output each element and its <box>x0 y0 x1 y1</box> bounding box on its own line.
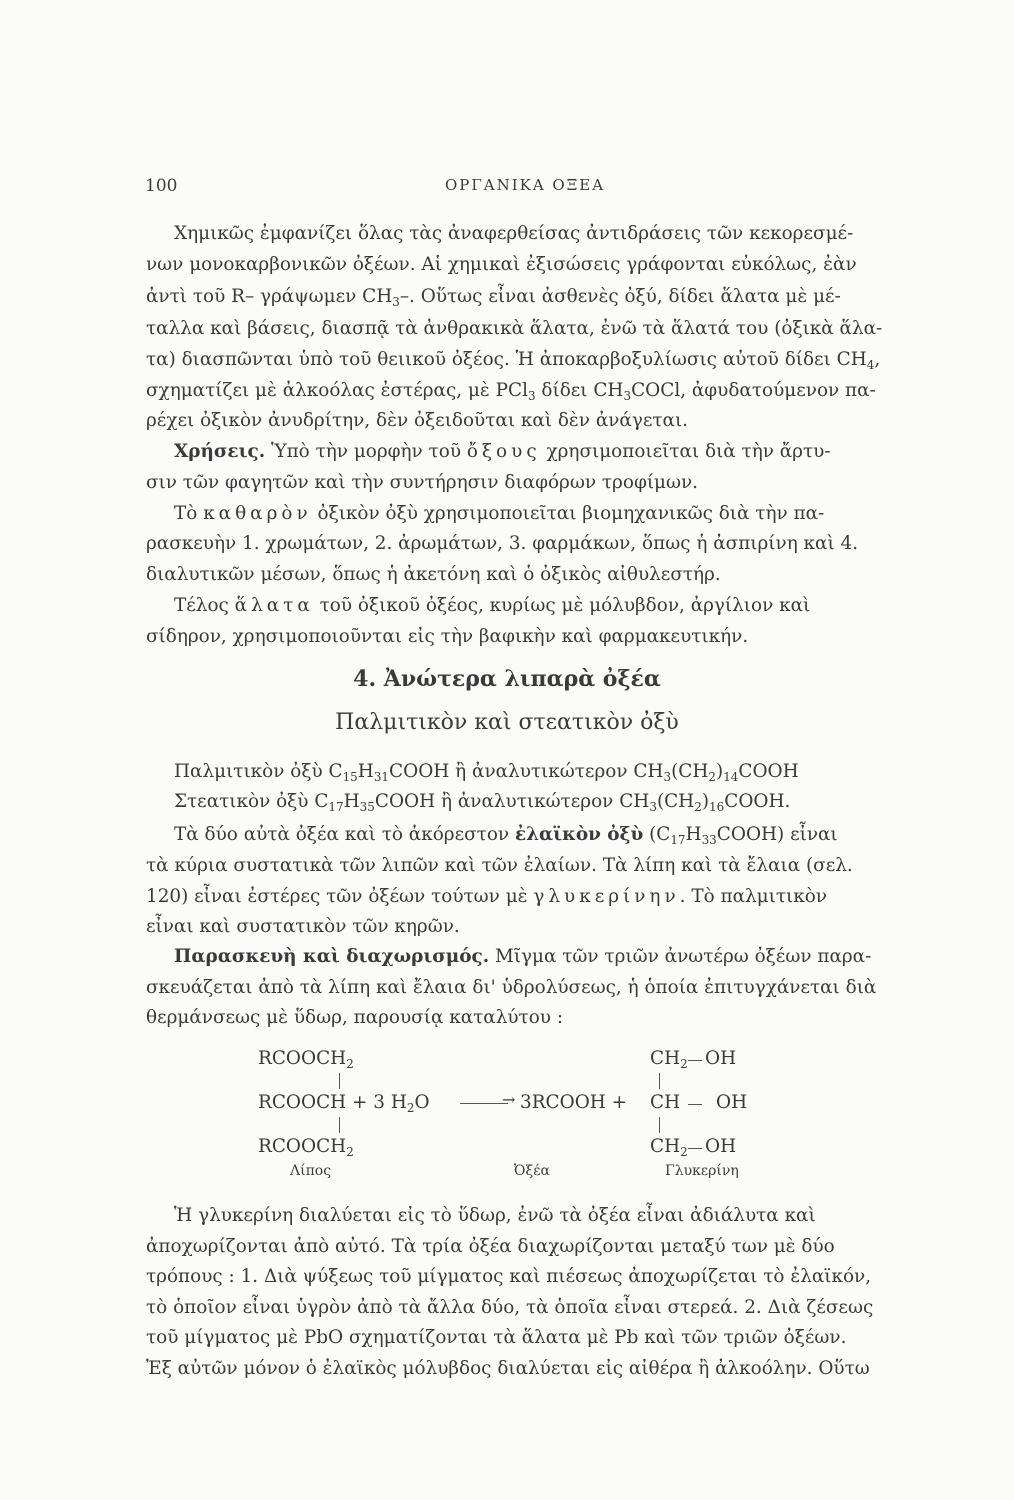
page-header <box>145 176 905 200</box>
text-line: ἀντὶ τοῦ R– γράψωμεν $CH_3-$. Οὕτως εἶναι ἀσθενὲς ὀξύ, δίδει ἅλατα μὲ μέ- <box>146 286 841 310</box>
text-line: τρόπους : 1. Διὰ ψύξεως τοῦ μίγματος καὶ πιέσεως ἀποχωρίζεται τὸ ἐλαϊκόν, <box>146 1266 872 1287</box>
text-line: Χρήσεις. Ὑπὸ τὴν μορφὴν τοῦ ὄξους χρησιμοποιεῖται διὰ τὴν ἄρτυ- <box>174 441 831 462</box>
text-line: Ἐξ αὐτῶν μόνον ὁ ἐλαϊκὸς μόλυβδος διαλύεται εἰς αἰθέρα ἢ ἀλκοόλην. Οὕτω <box>146 1358 870 1379</box>
reaction-arrow-shaft <box>460 1103 508 1104</box>
text-line: σίδηρον, χρησιμοποιοῦνται εἰς τὴν βαφικὴν καὶ φαρμακευτικήν. <box>146 626 749 647</box>
section-subtitle: Παλμιτικὸν καὶ στεατικὸν ὀξὺ <box>335 710 679 735</box>
bond-line <box>339 1117 340 1133</box>
text-line: Τὰ δύο αὐτὰ ὀξέα καὶ τὸ ἀκόρεστον ἐλαϊκὸν ὀξὺ $(C_{17}H_{33}COOH)$ εἶναι <box>174 824 838 848</box>
caption-fat: Λίπος <box>290 1163 332 1179</box>
text-line: θερμάνσεως μὲ ὕδωρ, παρουσίᾳ καταλύτου : <box>146 1007 564 1028</box>
text-line: νων μονοκαρβονικῶν ὀξέων. Αἱ χημικαὶ ἐξισώσεις γράφονται εὐκόλως, ἐὰν <box>146 254 857 275</box>
acids-product: 3RCOOH + <box>520 1092 628 1113</box>
paragraph-label: Παρασκευὴ καὶ διαχωρισμός. <box>174 946 490 967</box>
text-line: τὰ κύρια συστατικὰ τῶν λιπῶν καὶ τῶν ἐλαίων. Τὰ λίπη καὶ τὰ ἔλαια (σελ. <box>146 855 853 876</box>
fat-row-3: $RCOOCH_2$ <box>258 1136 354 1160</box>
bond-line <box>339 1073 340 1089</box>
bond-line <box>688 1060 702 1061</box>
bond-line <box>659 1073 660 1089</box>
formula-stearic: Στεατικὸν ὀξὺ $C_{17}H_{35}COOH$ ἢ ἀναλυτικώτερον $CH_3(CH_2)_{16}COOH$. <box>174 791 791 815</box>
glycerin-oh-1: OH <box>705 1048 737 1069</box>
page-number: 100 <box>145 176 178 196</box>
text-line: Τέλος ἅλατα τοῦ ὀξικοῦ ὀξέος, κυρίως μὲ μόλυβδον, ἀργίλιον καὶ <box>174 595 811 616</box>
glycerin-oh-2: OH <box>716 1092 748 1113</box>
text-line: ρασκευὴν 1. χρωμάτων, 2. ἀρωμάτων, 3. φαρμάκων, ὅπως ἡ ἀσπιρίνη καὶ 4. <box>146 533 859 554</box>
text-line: σιν τῶν φαγητῶν καὶ τὴν συντήρησιν διαφόρων τροφίμων. <box>146 472 699 493</box>
bond-line <box>688 1104 702 1105</box>
text-line: τα) διασπῶνται ὑπὸ τοῦ θειικοῦ ὀξέος. Ἡ ἀποκαρβοξυλίωσις αὐτοῦ δίδει $CH_4$, <box>146 349 881 373</box>
text-line: ἀποχωρίζονται ἀπὸ αὐτό. Τὰ τρία ὀξέα διαχωρίζονται μεταξύ των μὲ δύο <box>146 1236 835 1257</box>
text-line: 120) εἶναι ἐστέρες τῶν ὀξέων τούτων μὲ γλυκερίνην. Τὸ παλμιτικὸν <box>146 886 827 907</box>
text-line: διαλυτικῶν μέσων, ὅπως ἡ ἀκετόνη καὶ ὁ ὀξικὸς αἰθυλεστήρ. <box>146 564 721 585</box>
text-line: ρέχει ὀξικὸν ἀνυδρίτην, δὲν ὀξειδοῦται καὶ δὲν ἀνάγεται. <box>146 410 689 431</box>
text-line: Τὸ καθαρὸν ὀξικὸν ὀξὺ χρησιμοποιεῖται βιομηχανικῶς διὰ τὴν πα- <box>174 503 825 524</box>
glycerin-oh-3: OH <box>705 1136 737 1157</box>
text-line: τοῦ μίγματος μὲ PbO σχηματίζονται τὰ ἅλατα μὲ Pb καὶ τῶν τριῶν ὀξέων. <box>146 1327 847 1348</box>
reaction-arrow-head: → <box>502 1090 516 1109</box>
formula-palmitic: Παλμιτικὸν ὀξὺ $C_{15}H_{31}COOH$ ἢ ἀναλυτικώτερον $CH_3(CH_2)_{14}COOH$ <box>174 761 799 785</box>
text-line: Παρασκευὴ καὶ διαχωρισμός. Μῖγμα τῶν τριῶν ἀνωτέρω ὀξέων παρα- <box>174 946 872 967</box>
text-line: σχηματίζει μὲ ἀλκοόλας ἐστέρας, μὲ PCl$_3$ δίδει $CH_3COCl$, ἀφυδατούμενον πα- <box>146 380 876 404</box>
text-line: σκευάζεται ἀπὸ τὰ λίπη καὶ ἔλαια δι' ὑδρολύσεως, ἡ ὁποία ἐπιτυγχάνεται διὰ <box>146 977 877 998</box>
paragraph-label: Χρήσεις. <box>174 441 266 462</box>
glycerin-row-2: CH <box>650 1092 681 1113</box>
text-line: εἶναι καὶ συστατικὸν τῶν κηρῶν. <box>146 916 460 937</box>
bond-line <box>659 1117 660 1133</box>
running-title: ΟΡΓΑΝΙΚΑ ΟΞΕΑ <box>444 176 606 194</box>
text-line: Ἡ γλυκερίνη διαλύεται εἰς τὸ ὕδωρ, ἐνῶ τὰ ὀξέα εἶναι ἀδιάλυτα καὶ <box>174 1205 816 1226</box>
fat-row-2: RCOOCH + 3 $H_2O$ <box>258 1092 430 1116</box>
fat-row-1: $RCOOCH_2$ <box>258 1048 354 1072</box>
text-line: Χημικῶς ἐμφανίζει ὅλας τὰς ἀναφερθείσας ἀντιδράσεις τῶν κεκορεσμέ- <box>174 223 854 244</box>
text-line: τὸ ὁποῖον εἶναι ὑγρὸν ἀπὸ τὰ ἄλλα δύο, τὰ ὁποῖα εἶναι στερεά. 2. Διὰ ζέσεως <box>146 1297 874 1318</box>
bond-line <box>688 1148 702 1149</box>
section-title: 4. Ἀνώτερα λιπαρὰ ὀξέα <box>353 666 661 692</box>
glycerin-row-1: $CH_2$ <box>650 1048 688 1072</box>
text-line: ταλλα καὶ βάσεις, διασπᾷ τὰ ἀνθρακικὰ ἅλατα, ἐνῶ τὰ ἅλατά του (ὀξικὰ ἅλα- <box>146 318 883 339</box>
glycerin-row-3: $CH_2$ <box>650 1136 688 1160</box>
caption-glycerin: Γλυκερίνη <box>665 1163 739 1179</box>
caption-acids: Ὀξέα <box>514 1163 550 1179</box>
